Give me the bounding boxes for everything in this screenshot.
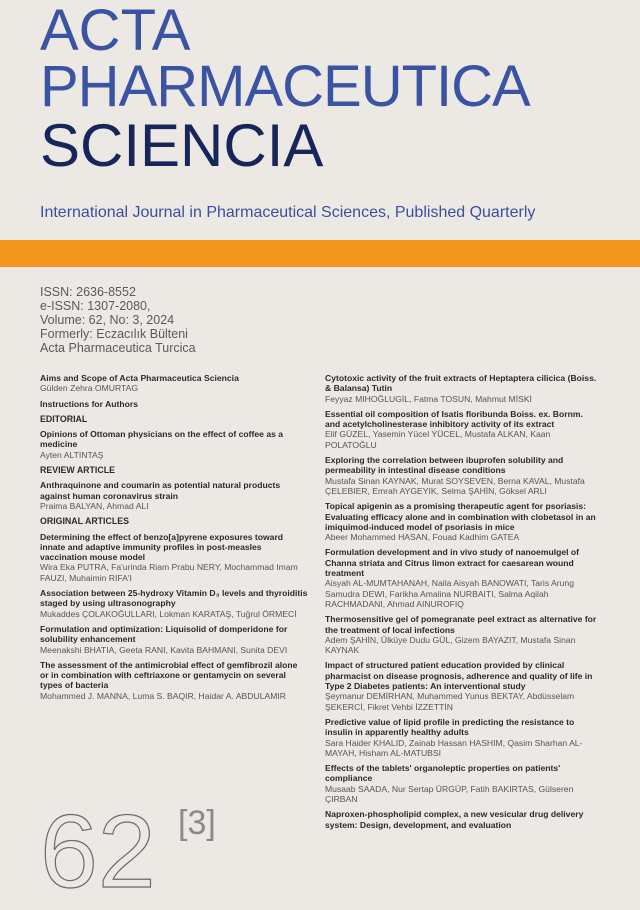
toc-article bbox=[325, 614, 600, 655]
article-authors: Feyyaz MIHOĞLUGİL, Fatma TOSUN, Mahmut MİSKİ bbox=[325, 393, 532, 404]
section-heading: REVIEW ARTICLE bbox=[40, 465, 115, 476]
toc-article bbox=[40, 660, 308, 701]
article-title: The assessment of the antimicrobial effect of gemfibrozil alone or in combination with ceftriaxone or gentamycin on several types of bacteria bbox=[40, 659, 298, 691]
toc-left-column bbox=[40, 373, 308, 706]
toc-article bbox=[325, 717, 600, 758]
article-title: Association between 25-hydroxy Vitamin D₃ levels and thyroiditis staged by using ultrasonography bbox=[40, 588, 308, 609]
article-authors: Meenakshi BHATIA, Geeta RANI, Kavita BAHMANI, Sunita DEVI bbox=[40, 644, 288, 655]
article-authors: Mustafa Sinan KAYNAK, Murat SOYSEVEN, Berna KAVAL, Mustafa ÇELEBIER, Emrah AYGEYIK, Selma ŞAHİN, Göksel ARLI bbox=[325, 475, 585, 496]
toc-article bbox=[40, 429, 308, 460]
article-authors: Mukaddes ÇOLAKOĞULLARI, Lokman KARATAŞ, Tuğrul ÖRMECİ bbox=[40, 608, 297, 619]
issn: ISSN: 2636-8552 bbox=[40, 285, 136, 299]
article-title: Topical apigenin as a promising therapeutic agent for psoriasis: Evaluating efficacy alone and in combination with clobetasol in an imiquimod-induced model of psoriasis in mice bbox=[325, 501, 596, 532]
article-title: Essential oil composition of Isatis floribunda Boiss. ex. Bornm. and acetylcholinesterase inhibitory activity of its extract bbox=[325, 408, 583, 430]
article-title: Naproxen-phospholipid complex, a new vesicular drug delivery system: Design, development, and evaluation bbox=[325, 809, 584, 830]
article-title: Formulation and optimization: Liquisolid of domperidone for solubility enhancement bbox=[40, 623, 288, 645]
toc-article bbox=[325, 409, 600, 450]
article-title: Thermosensitive gel of pomegranate peel extract as alternative for the treatment of local infections bbox=[325, 614, 597, 635]
article-authors: Ayten ALTINTAŞ bbox=[40, 449, 104, 460]
publication-info bbox=[40, 285, 196, 355]
article-title: Anthraquinone and coumarin as potential natural products against human coronavirus strain bbox=[40, 480, 281, 501]
article-title: Determining the effect of benzo[a]pyrene exposures toward innate and adaptive immunity profiles in post-measles vaccination mouse model bbox=[40, 531, 284, 563]
article-authors: Wira Eka PUTRA, Fa'urinda Riam Prabu NERY, Mochammad Imam FAUZI, Muhaimin RIFA'I bbox=[40, 562, 298, 583]
article-title: Instructions for Authors bbox=[40, 398, 139, 409]
article-authors: Elif GÜZEL, Yasemin Yücel YÜCEL, Mustafa ALKAN, Kaan POLATOĞLU bbox=[325, 429, 551, 450]
toc-article bbox=[325, 763, 600, 804]
article-authors: Gülden Zehra OMURTAG bbox=[40, 383, 139, 394]
journal-title-line3: SCIENCIA bbox=[40, 112, 324, 179]
article-title: Aims and Scope of Acta Pharmaceutica Sciencia bbox=[40, 373, 239, 383]
section-heading: EDITORIAL bbox=[40, 413, 88, 424]
toc-article bbox=[40, 399, 308, 409]
orange-band bbox=[0, 240, 640, 267]
former-title: Acta Pharmaceutica Turcica bbox=[40, 341, 196, 355]
toc-right-column bbox=[325, 373, 600, 835]
toc-article bbox=[325, 455, 600, 496]
article-title: Effects of the tablets' organoleptic properties on patients' compliance bbox=[325, 763, 561, 784]
toc-article bbox=[40, 588, 308, 619]
journal-title-line1: ACTA bbox=[40, 0, 191, 63]
article-title: Predictive value of lipid profile in predicting the resistance to insulin in apparently healthy adults bbox=[325, 716, 575, 738]
journal-subtitle: International Journal in Pharmaceutical Sciences, Published Quarterly bbox=[40, 204, 536, 221]
section-heading: ORIGINAL ARTICLES bbox=[40, 516, 129, 527]
toc-article bbox=[325, 373, 600, 404]
issue-number: [3] bbox=[178, 804, 216, 842]
toc-article bbox=[40, 624, 308, 655]
article-authors: Musaab SAADA, Nur Sertap ÜRGÜP, Fatih BAKIRTAS, Gülseren ÇIRBAN bbox=[325, 783, 574, 804]
article-title: Cytotoxic activity of the fruit extracts of Heptaptera cilicica (Boiss. & Balansa) Tutin bbox=[325, 373, 597, 394]
journal-title-line2: PHARMACEUTICA bbox=[40, 54, 530, 119]
toc-article bbox=[325, 660, 600, 711]
article-authors: Abeer Mohammed HASAN, Fouad Kadhim GATEA bbox=[325, 532, 520, 543]
toc-article bbox=[325, 501, 600, 542]
volume-info: Volume: 62, No: 3, 2024 bbox=[40, 313, 175, 327]
article-title: Exploring the correlation between ibuprofen solubility and permeability in intestinal disease conditions bbox=[325, 455, 564, 476]
toc-article bbox=[325, 809, 600, 830]
toc-article bbox=[40, 373, 308, 394]
article-title: Formulation development and in vivo study of nanoemulgel of Channa striata and Citrus limon extract for caesarean wound treatment bbox=[325, 547, 580, 579]
article-authors: Aisyah AL-MUMTAHANAH, Naila Aisyah BANOWATI, Taris Arung Samudra DEWI, Farikha Amalina NURBAITI, Salma Aqilah RACHMADANI, Ahmad AINUROFIQ bbox=[325, 578, 574, 609]
toc-article bbox=[325, 547, 600, 609]
eissn: e-ISSN: 1307-2080, bbox=[40, 299, 151, 313]
article-title: Opinions of Ottoman physicians on the effect of coffee as a medicine bbox=[40, 429, 284, 450]
article-authors: Praima BALYAN, Ahmad ALI bbox=[40, 500, 149, 511]
formerly-info: Formerly: Eczacılık Bülteni bbox=[40, 327, 188, 341]
article-authors: Adem ŞAHİN, Ülküye Dudu GÜL, Gizem BAYAZIT, Mustafa Sinan KAYNAK bbox=[325, 634, 576, 656]
toc-article bbox=[40, 480, 308, 511]
toc-article bbox=[40, 532, 308, 583]
article-authors: Sara Haider KHALID, Zainab Hassan HASHIM, Qasim Sharhan AL-MAYAH, Hisham AL-MATUBSI bbox=[325, 737, 583, 758]
volume-number: 62 bbox=[40, 794, 156, 910]
article-title: Impact of structured patient education provided by clinical pharmacist on disease prognosis, adherence and quality of life in Type 2 Diabetes patients: An interventional study bbox=[325, 660, 593, 692]
article-authors: Mohammed J. MANNA, Luma S. BAQIR, Haidar A. ABDULAMIR bbox=[40, 690, 286, 701]
article-authors: Şeymanur DEMİRHAN, Muhammed Yunus BEKTAY, Abdüsselam ŞEKERCİ, Fikret Vehbi İZZETTİN bbox=[325, 691, 575, 712]
